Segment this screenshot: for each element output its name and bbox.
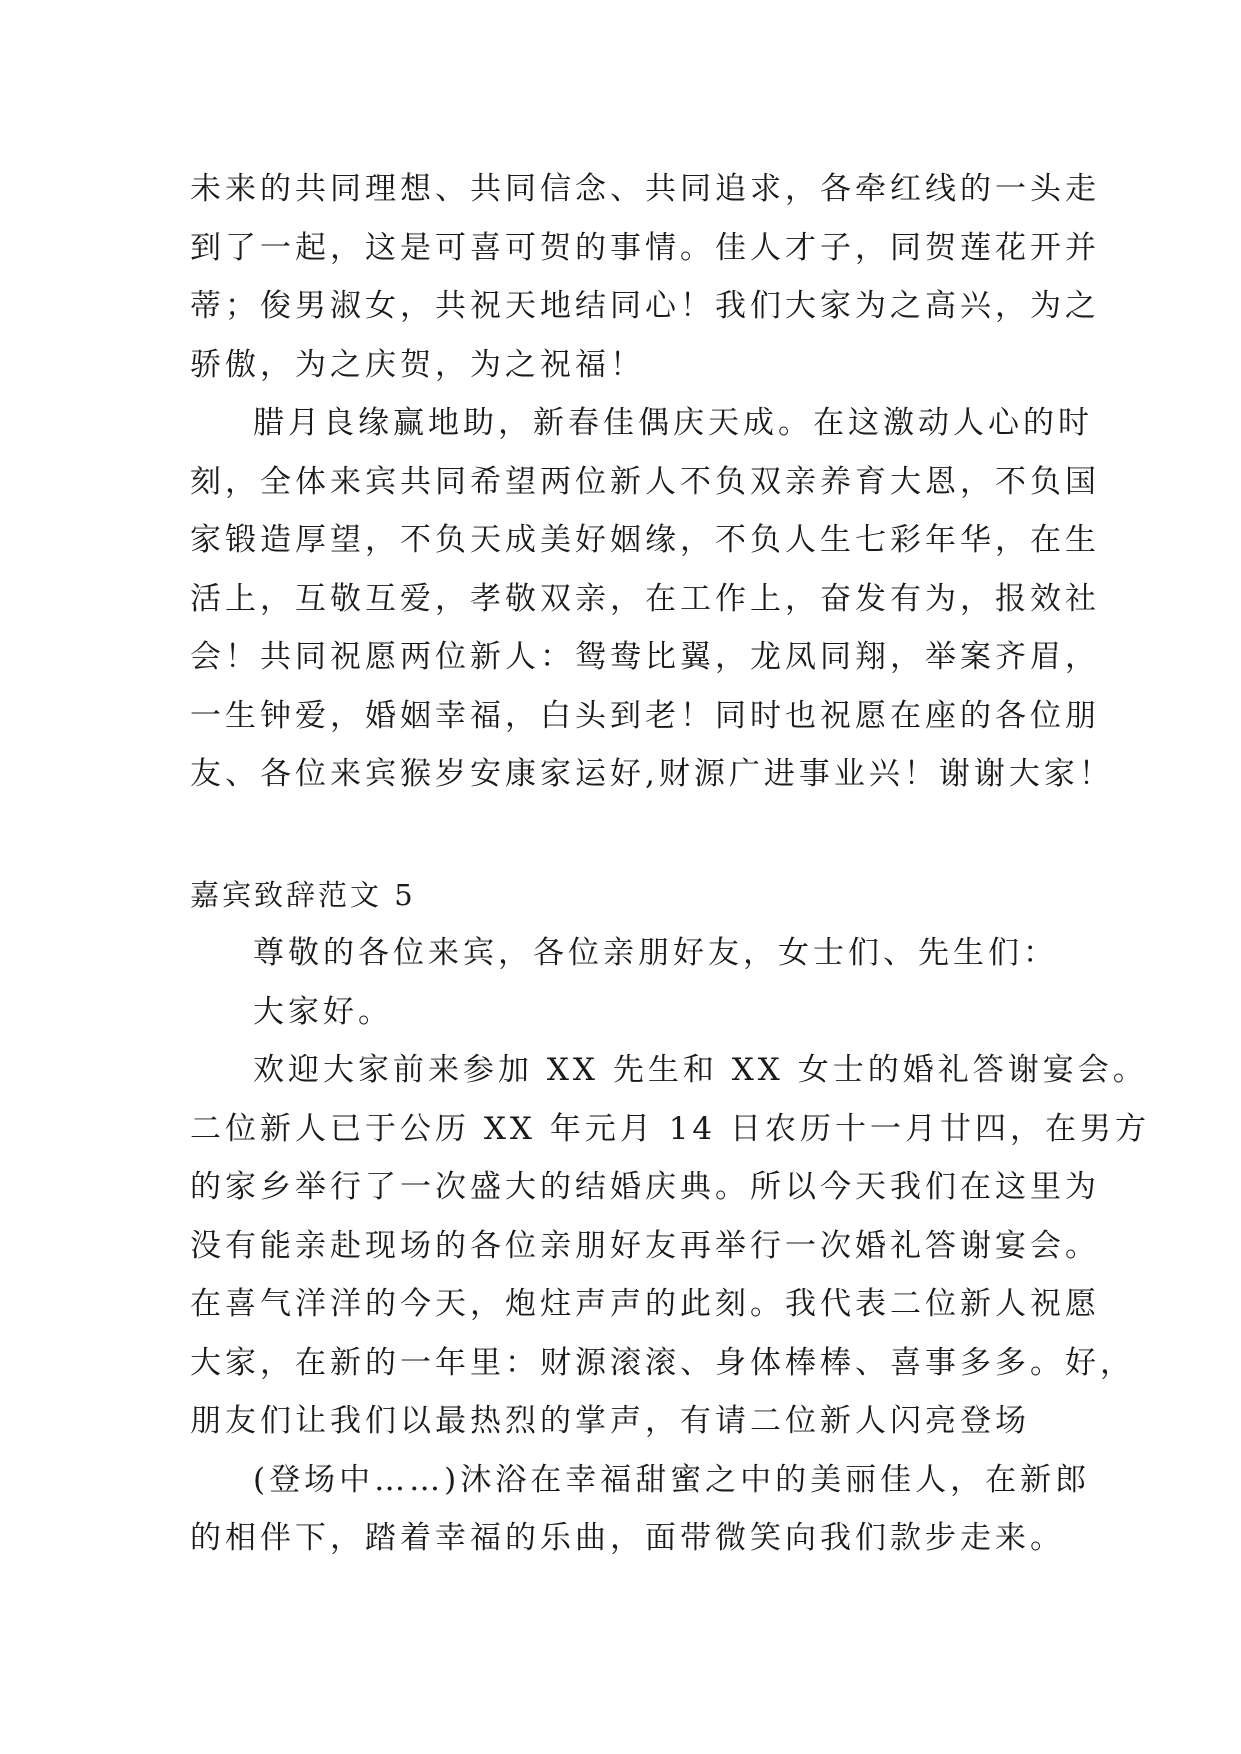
text-line: 没有能亲赴现场的各位亲朋好友再举行一次婚礼答谢宴会。 (190, 1227, 1100, 1264)
text-line: (登场中……)沐浴在幸福甜蜜之中的美丽佳人，在新郎 (253, 1461, 1091, 1498)
text-line: 朋友们让我们以最热烈的掌声，有请二位新人闪亮登场 (190, 1403, 1030, 1439)
paragraph (190, 983, 1070, 1042)
section-spacer (190, 804, 1070, 866)
paragraph (190, 160, 1100, 394)
text-line: 活上，互敬互爱，孝敬双亲，在工作上，奋发有为，报效社 (190, 580, 1100, 617)
text-line: 骄傲，为之庆贺，为之祝福！ (190, 346, 645, 383)
text-line: 的家乡举行了一次盛大的结婚庆典。所以今天我们在这里为 (190, 1169, 1100, 1205)
text-line: 的相伴下，踏着幸福的乐曲，面带微笑向我们款步走来。 (190, 1520, 1065, 1556)
text-line: 大家，在新的一年里：财源滚滚、身体棒棒、喜事多多。好， (190, 1344, 1135, 1381)
text-line: 二位新人已于公历 XX 年元月 14 日农历十一月廿四，在男方 (190, 1110, 1150, 1147)
text-line: 腊月良缘赢地助，新春佳偶庆天成。在这激动人心的时 (253, 405, 1093, 441)
text-line: 未来的共同理想、共同信念、共同追求，各牵红线的一头走 (190, 171, 1100, 207)
text-line: 刻，全体来宾共同希望两位新人不负双亲养育大恩，不负国 (190, 463, 1100, 500)
text-line: 在喜气洋洋的今天，炮炷声声的此刻。我代表二位新人祝愿 (190, 1286, 1100, 1322)
paragraph (190, 1451, 1091, 1568)
text-line: 欢迎大家前来参加 XX 先生和 XX 女士的婚礼答谢宴会。 (253, 1052, 1148, 1088)
text-line: 蒂；俊男淑女，共祝天地结同心！我们大家为之高兴，为之 (190, 288, 1100, 324)
text-line: 大家好。 (253, 993, 393, 1030)
text-line: 一生钟爱，婚姻幸福，白头到老！同时也祝愿在座的各位朋 (190, 697, 1100, 734)
text-line: 到了一起，这是可喜可贺的事情。佳人才子，同贺莲花开并 (190, 229, 1100, 266)
paragraph (190, 924, 1070, 983)
text-line: 家锻造厚望，不负天成美好姻缘，不负人生七彩年华，在生 (190, 522, 1100, 558)
text-line: 会！共同祝愿两位新人：鸳鸯比翼，龙凤同翔，举案齐眉， (190, 639, 1100, 675)
text-line: 尊敬的各位来宾，各位亲朋好友，女士们、先生们： (253, 935, 1058, 971)
text-line: 友、各位来宾猴岁安康家运好,财源广进事业兴！谢谢大家！ (190, 756, 1114, 792)
paragraph (190, 394, 1114, 804)
paragraph (190, 1041, 1150, 1451)
document-body (190, 160, 1150, 1568)
section-title: 嘉宾致辞范文 5 (190, 877, 416, 912)
